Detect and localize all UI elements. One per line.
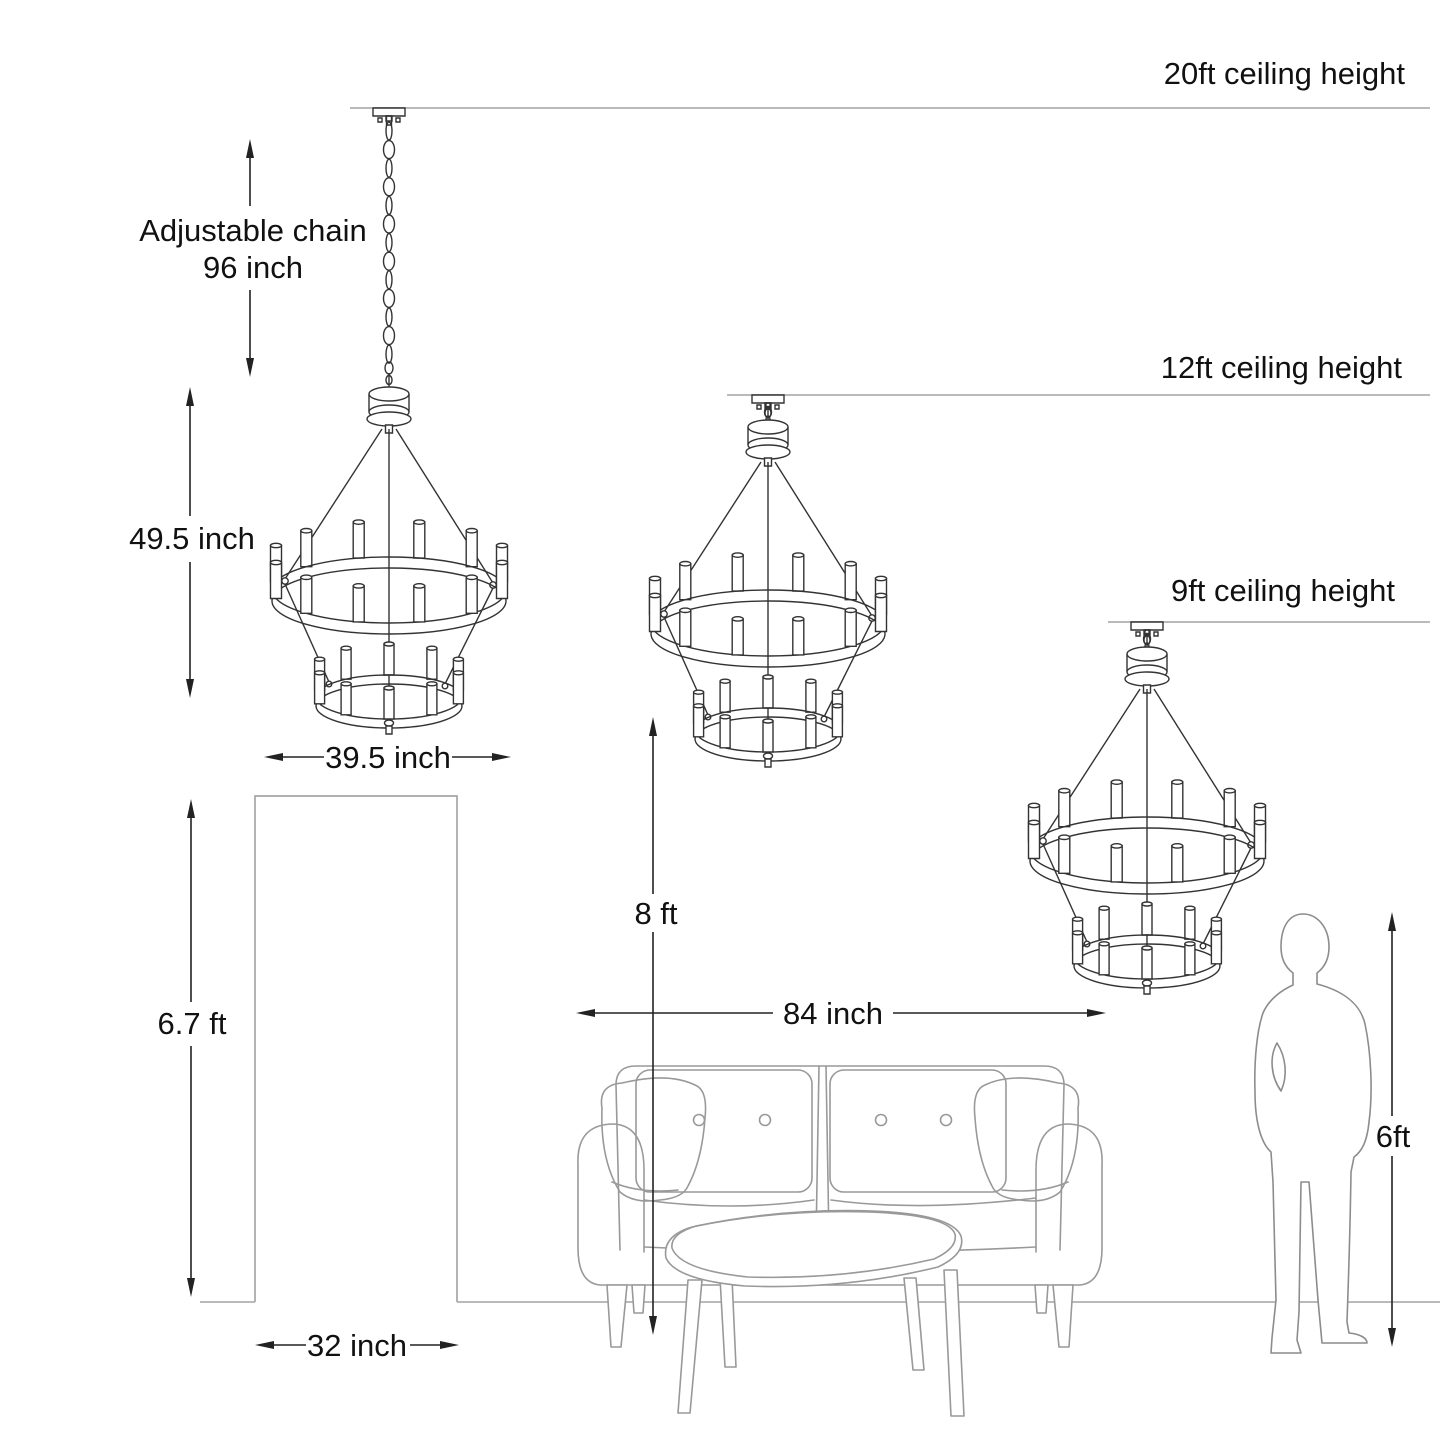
label-floor-clearance: 8 ft — [634, 896, 678, 931]
label-door-height: 6.7 ft — [157, 1006, 227, 1041]
chandelier-20ft — [271, 108, 508, 734]
label-12ft-ceiling: 12ft ceiling height — [1160, 350, 1402, 385]
sofa-drawing — [578, 1066, 1102, 1347]
label-door-width: 32 inch — [307, 1328, 407, 1363]
dim-door-height — [187, 799, 195, 1297]
label-sofa-width: 84 inch — [783, 996, 883, 1031]
label-fixture-height: 49.5 inch — [129, 521, 255, 556]
label-adjustable-chain-line2: 96 inch — [203, 250, 303, 285]
label-adjustable-chain — [100, 212, 406, 286]
label-9ft-ceiling: 9ft ceiling height — [1170, 573, 1395, 608]
chandelier-9ft — [1029, 622, 1266, 994]
label-fixture-width: 39.5 inch — [325, 740, 451, 775]
label-20ft-ceiling: 20ft ceiling height — [1163, 56, 1405, 91]
dim-floor-clearance — [649, 717, 657, 1335]
label-person-height: 6ft — [1375, 1119, 1411, 1154]
chandelier-12ft — [650, 395, 887, 767]
label-adjustable-chain-line1: Adjustable chain — [139, 213, 367, 248]
door-outline — [255, 796, 457, 1302]
coffee-table-drawing — [666, 1211, 964, 1416]
